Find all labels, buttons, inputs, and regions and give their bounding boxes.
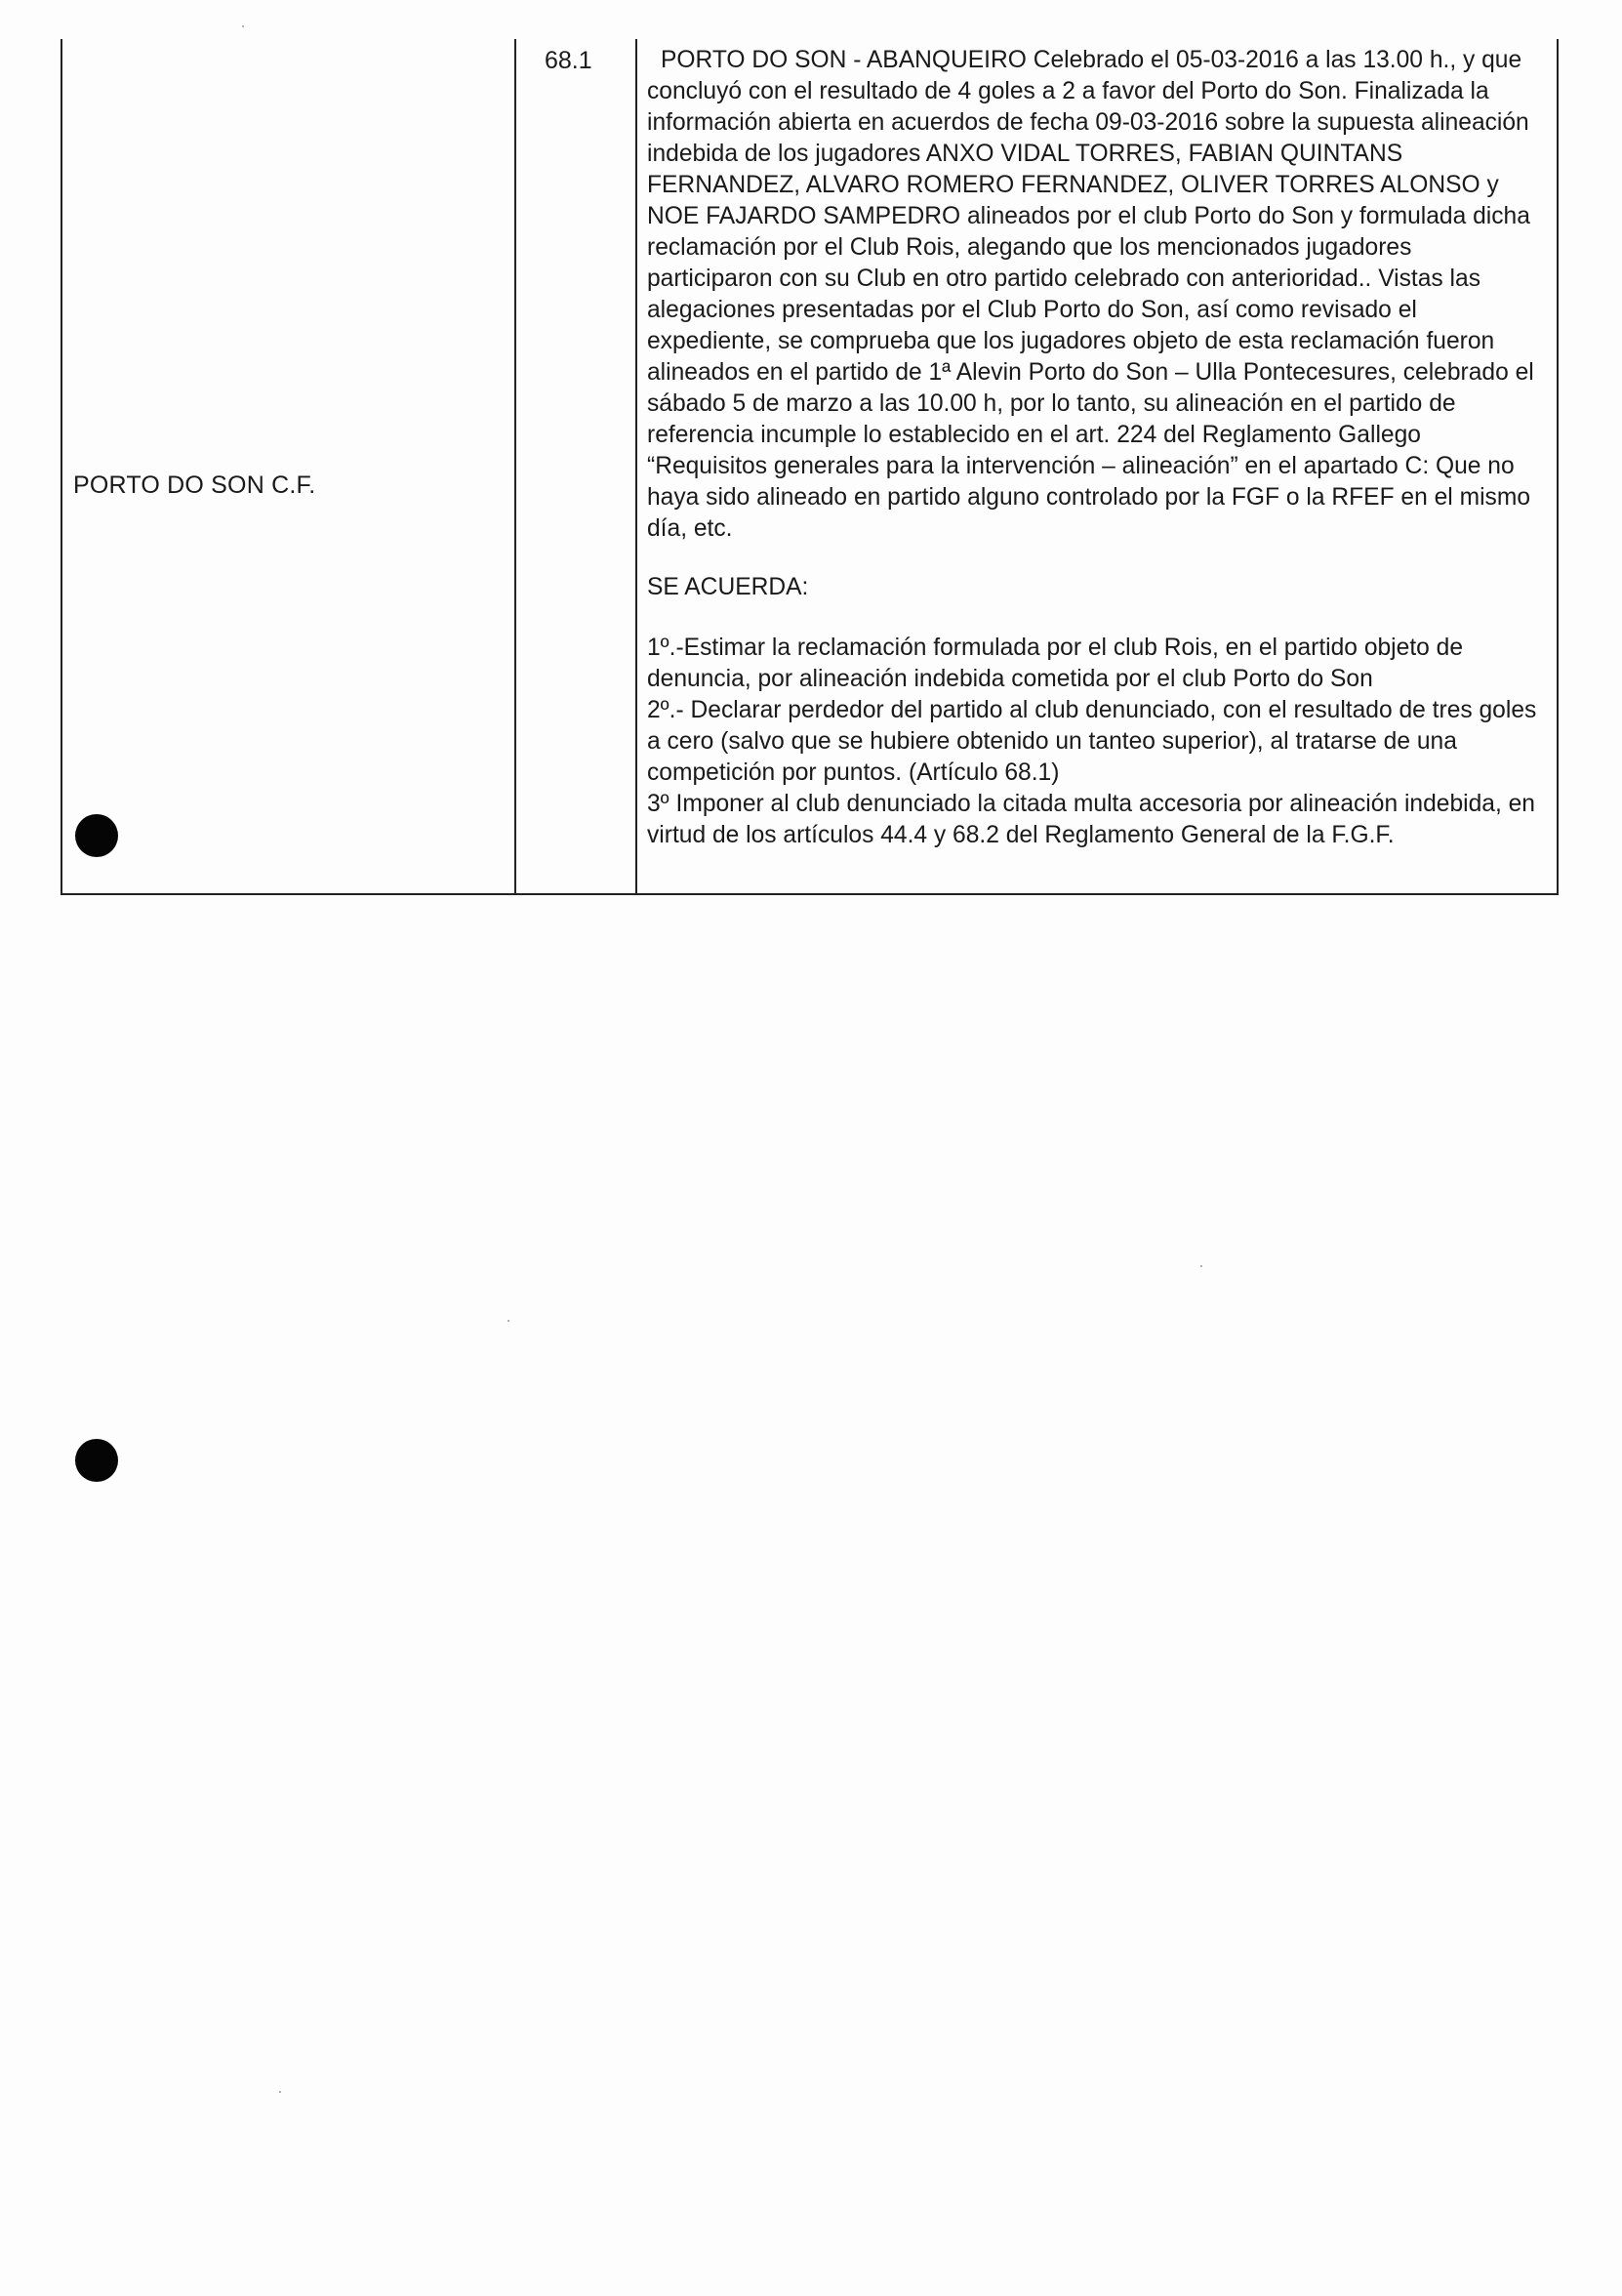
resolution-text-cell — [647, 45, 1541, 851]
resolution-intro-paragraph: PORTO DO SON - ABANQUEIRO Celebrado el 05-03-2016 a las 13.00 h., y que concluyó con el resultado de 4 goles a 2 a favor del Porto do Son. Finalizada la información abierta en acuerdos de fecha 09-03-2016 sobre la supuesta alineación indebida de los jugadores ANXO VIDAL TORRES, FABIAN QUINTANS FERNANDEZ, ALVARO ROMERO FERNANDEZ, OLIVER TORRES ALONSO y NOE FAJARDO SAMPEDRO alineados por el club Porto do Son y formulada dicha reclamación por el Club Rois, alegando que los mencionados jugadores participaron con su Club en otro partido celebrado con anterioridad.. Vistas las alegaciones presentadas por el Club Porto do Son, así como revisado el expediente, se comprueba que los jugadores objeto de esta reclamación fueron alineados en el partido de 1ª Alevin Porto do Son – Ulla Pontecesures, celebrado el sábado 5 de marzo a las 10.00 h, por lo tanto, su alineación en el partido de referencia incumple lo establecido en el art. 224 del Reglamento Gallego “Requisitos generales para la intervención – alineación” en el apartado C: Que no haya sido alineado en partido alguno controlado por la FGF o la RFEF en el mismo día, etc. — [647, 47, 1534, 542]
scan-speck — [1200, 1265, 1202, 1267]
club-name-cell: PORTO DO SON C.F. — [73, 472, 316, 499]
punch-hole-bottom — [75, 1439, 118, 1482]
scan-speck — [242, 25, 244, 27]
agreement-heading: SE ACUERDA: — [647, 574, 809, 600]
article-number-cell: 68.1 — [545, 47, 592, 74]
agreement-item-2: 2º.- Declarar perdedor del partido al club denunciado, con el resultado de tres goles a cero (salvo que se hubiere obtenido un tanteo superior), al tratarse de una competición por puntos. (Artículo 68.1) — [647, 697, 1537, 786]
agreement-item-3: 3º Imponer al club denunciado la citada multa accesoria por alineación indebida, en virtud de los artículos 44.4 y 68.2 del Reglamento General de la F.G.F. — [647, 791, 1535, 848]
scan-speck — [507, 1320, 509, 1322]
scan-speck — [279, 2091, 281, 2093]
punch-hole-top — [75, 814, 118, 857]
column-divider-2 — [635, 39, 637, 893]
agreement-item-1: 1º.-Estimar la reclamación formulada por el club Rois, en el partido objeto de denuncia, por alineación indebida cometida por el club Porto do Son — [647, 635, 1464, 692]
column-divider-1 — [514, 39, 516, 893]
